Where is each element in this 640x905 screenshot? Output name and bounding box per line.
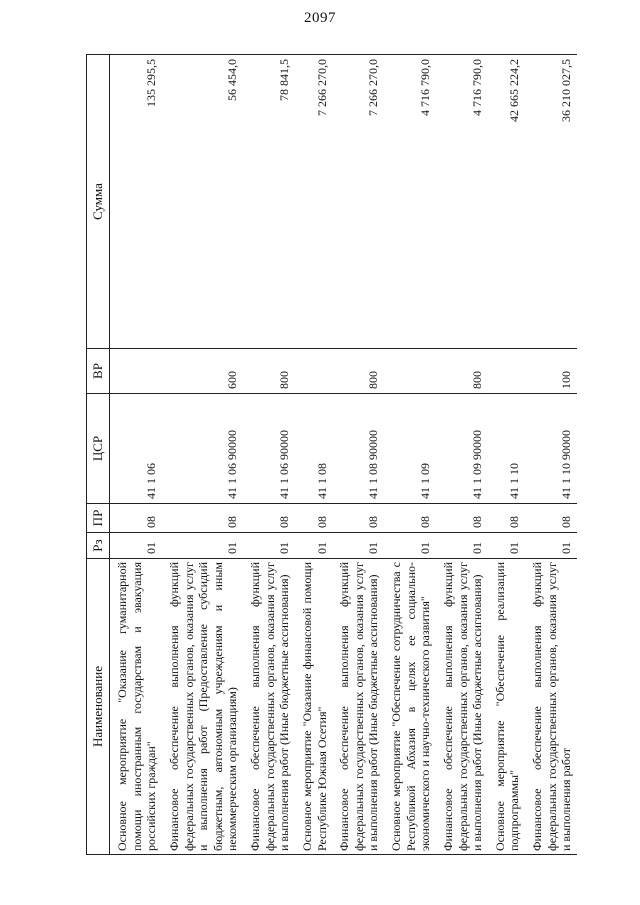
row-csr: 41 1 10 90000: [525, 394, 577, 504]
table-row: [332, 55, 384, 855]
row-vr: [384, 349, 436, 394]
header-name: Наименование: [87, 559, 110, 855]
row-name: Основное мероприятие "Оказание финансовой помощи Республике Южная Осетия": [295, 559, 332, 855]
row-pr: 08: [110, 504, 162, 533]
row-name: Финансовое обеспечение выполнения функций федеральных государственных органов, оказания услуг и выполнения работ: [525, 559, 577, 855]
row-pr: 08: [384, 504, 436, 533]
table-row: [243, 55, 295, 855]
row-vr: [295, 349, 332, 394]
row-csr: 41 1 08 90000: [332, 394, 384, 504]
row-vr: 800: [243, 349, 295, 394]
row-sum: 4 716 790,0: [436, 55, 488, 349]
row-rz: 01: [525, 533, 577, 559]
row-pr: 08: [162, 504, 243, 533]
row-rz: 01: [436, 533, 488, 559]
row-rz: 01: [384, 533, 436, 559]
header-vr: ВР: [87, 349, 110, 394]
row-rz: 01: [295, 533, 332, 559]
table-row: [488, 55, 525, 855]
row-sum: 56 454,0: [162, 55, 243, 349]
table-row: [110, 55, 162, 855]
row-sum: 4 716 790,0: [384, 55, 436, 349]
header-sum: Сумма: [87, 55, 110, 349]
row-vr: 100: [525, 349, 577, 394]
page-number: 2097: [304, 10, 336, 26]
row-pr: 08: [488, 504, 525, 533]
row-csr: 41 1 08: [295, 394, 332, 504]
row-rz: 01: [162, 533, 243, 559]
row-vr: [488, 349, 525, 394]
table-row: [162, 55, 243, 855]
row-sum: 36 210 027,5: [525, 55, 577, 349]
row-sum: 7 266 270,0: [332, 55, 384, 349]
row-vr: 600: [162, 349, 243, 394]
row-vr: 800: [332, 349, 384, 394]
budget-table: [86, 54, 577, 855]
row-name: Основное мероприятие "Обеспечение сотрудничества с Республикой Абхазия в целях ее социально-экономического и научно-технического развития": [384, 559, 436, 855]
row-pr: 08: [436, 504, 488, 533]
row-pr: 08: [332, 504, 384, 533]
row-rz: 01: [243, 533, 295, 559]
row-pr: 08: [243, 504, 295, 533]
table-row: [384, 55, 436, 855]
row-csr: 41 1 06: [110, 394, 162, 504]
row-name: Финансовое обеспечение выполнения функций федеральных государственных органов, оказания услуг и выполнения работ (Предоставление субсидий бюджетным, автономным учреждениям и иным некоммерческим организациям): [162, 559, 243, 855]
row-sum: 135 295,5: [110, 55, 162, 349]
row-sum: 42 665 224,2: [488, 55, 525, 349]
row-csr: 41 1 09: [384, 394, 436, 504]
row-sum: 78 841,5: [243, 55, 295, 349]
row-name: Основное мероприятие "Обеспечение реализации подпрограммы": [488, 559, 525, 855]
table-row: [436, 55, 488, 855]
row-vr: 800: [436, 349, 488, 394]
rotated-budget-table: [86, 55, 606, 855]
row-csr: 41 1 06 90000: [162, 394, 243, 504]
row-csr: 41 1 10: [488, 394, 525, 504]
table-header-row: [87, 55, 110, 855]
row-pr: 08: [295, 504, 332, 533]
table-row: [295, 55, 332, 855]
row-pr: 08: [525, 504, 577, 533]
header-csr: ЦСР: [87, 394, 110, 504]
row-vr: [110, 349, 162, 394]
row-name: Основное мероприятие "Оказание гуманитарной помощи иностранным государствам и эвакуация российских граждан": [110, 559, 162, 855]
table-row: [525, 55, 577, 855]
header-pr: ПР: [87, 504, 110, 533]
row-sum: 7 266 270,0: [295, 55, 332, 349]
row-name: Финансовое обеспечение выполнения функций федеральных государственных органов, оказания услуг и выполнения работ (Иные бюджетные ассигнования): [436, 559, 488, 855]
header-rz: Рз: [87, 533, 110, 559]
row-rz: 01: [488, 533, 525, 559]
row-name: Финансовое обеспечение выполнения функций федеральных государственных органов, оказания услуг и выполнения работ (Иные бюджетные ассигнования): [243, 559, 295, 855]
row-csr: 41 1 06 90000: [243, 394, 295, 504]
row-rz: 01: [332, 533, 384, 559]
row-name: Финансовое обеспечение выполнения функций федеральных государственных органов, оказания услуг и выполнения работ (Иные бюджетные ассигнования): [332, 559, 384, 855]
row-rz: 01: [110, 533, 162, 559]
row-csr: 41 1 09 90000: [436, 394, 488, 504]
